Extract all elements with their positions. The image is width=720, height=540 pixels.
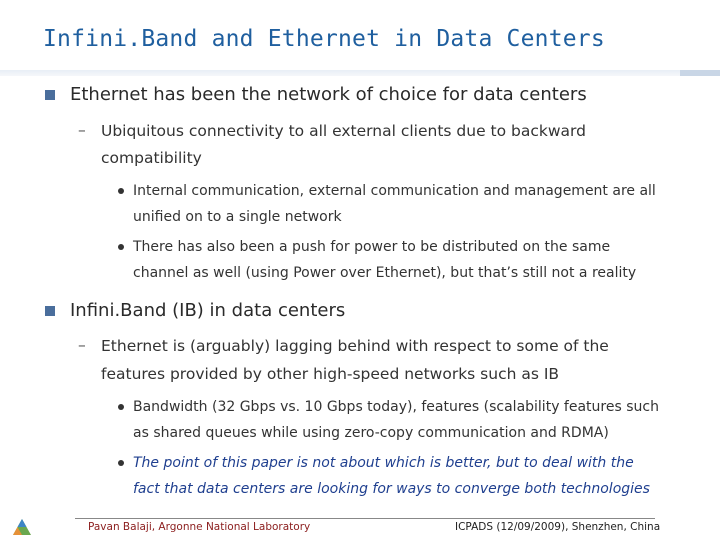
dash-bullet-icon: –: [78, 336, 86, 354]
sub-bullet-lagging-line2: features provided by other high-speed networks such as IB: [101, 365, 560, 383]
footer-conference: ICPADS (12/09/2009), Shenzhen, China: [455, 521, 661, 533]
sub-bullet-lagging-line1: Ethernet is (arguably) lagging behind with respect to some of the: [101, 337, 609, 355]
sub-bullet-ubiquitous-line1: Ubiquitous connectivity to all external clients due to backward: [101, 122, 586, 140]
footer-author: Pavan Balaji, Argonne National Laboratory: [88, 521, 311, 533]
sub-bullet-ubiquitous-line2: compatibility: [101, 149, 202, 167]
subsub-bullet-power-line2: channel as well (using Power over Ethernet), but that’s still not a reality: [133, 265, 637, 281]
subsub-bullet-internal-line2: unified on to a single network: [133, 209, 342, 225]
dot-bullet-icon: [118, 404, 124, 410]
footer-divider: [75, 518, 655, 519]
title-bar-accent: [680, 70, 720, 76]
subsub-bullet-internal-line1: Internal communication, external communication and management are all: [133, 183, 656, 199]
bullet-infiniband-data-centers: Infini.Band (IB) in data centers: [70, 300, 346, 321]
subsub-bullet-point-line2: fact that data centers are looking for ways to converge both technologies: [133, 481, 650, 497]
dash-bullet-icon: –: [78, 121, 86, 139]
title-underline-bar: [0, 70, 720, 76]
subsub-bullet-point-line1: The point of this paper is not about which is better, but to deal with the: [133, 455, 634, 471]
bullet-ethernet-data-centers: Ethernet has been the network of choice for data centers: [70, 84, 587, 105]
dot-bullet-icon: [118, 244, 124, 250]
argonne-logo-icon: [12, 518, 32, 536]
subsub-bullet-bandwidth-line1: Bandwidth (32 Gbps vs. 10 Gbps today), features (scalability features such: [133, 399, 659, 415]
subsub-bullet-power-line1: There has also been a push for power to be distributed on the same: [133, 239, 611, 255]
dot-bullet-icon: [118, 188, 124, 194]
square-bullet-icon: [45, 306, 55, 316]
subsub-bullet-bandwidth-line2: as shared queues while using zero-copy communication and RDMA): [133, 425, 609, 441]
dot-bullet-icon: [118, 460, 124, 466]
slide-title: Infini.Band and Ethernet in Data Centers: [43, 26, 605, 52]
square-bullet-icon: [45, 90, 55, 100]
